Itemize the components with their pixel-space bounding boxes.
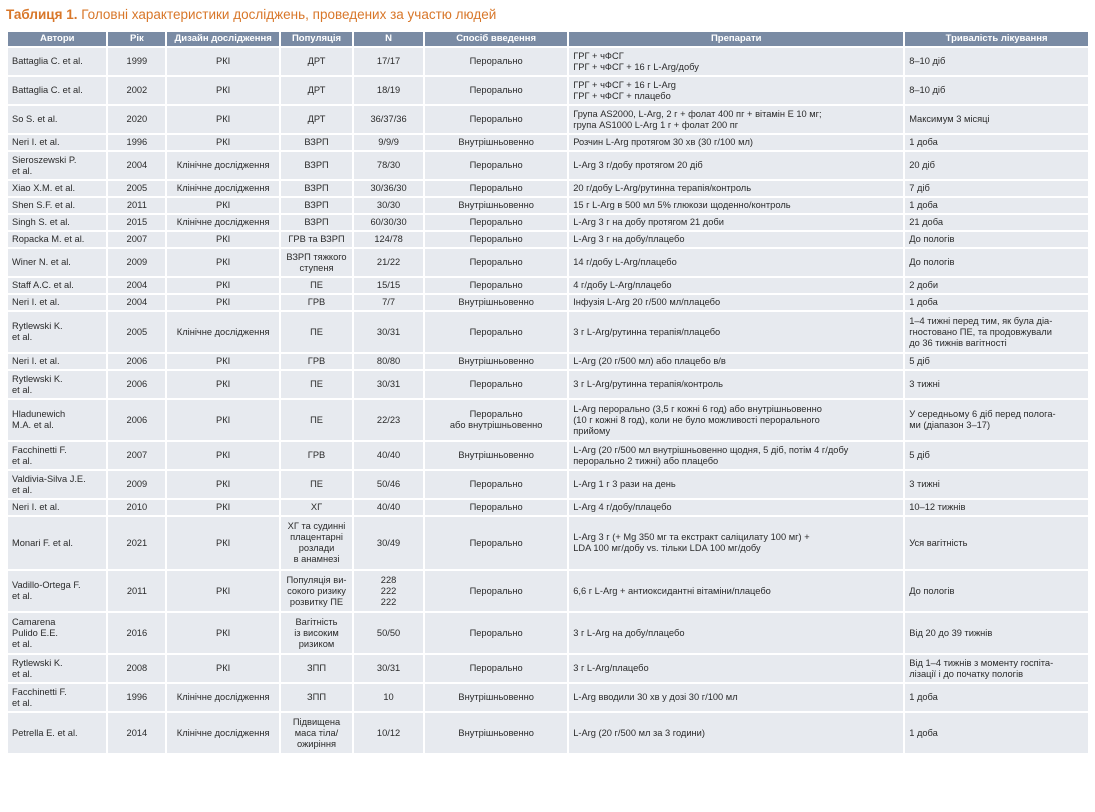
cell-drugs: 14 г/добу L-Arg/плацебо: [569, 249, 903, 276]
cell-route: Перорально: [425, 312, 567, 352]
cell-route: Перорально: [425, 181, 567, 196]
cell-population: ГРВ: [281, 354, 352, 369]
cell-population: ДРТ: [281, 106, 352, 133]
cell-year: 2004: [108, 152, 165, 179]
cell-year: 2020: [108, 106, 165, 133]
cell-drugs: Розчин L-Arg протягом 30 хв (30 г/100 мл): [569, 135, 903, 150]
table-row: [8, 152, 1088, 179]
table-row: [8, 713, 1088, 753]
cell-design: РКІ: [167, 442, 279, 469]
cell-population: ХГ: [281, 500, 352, 515]
cell-drugs: ГРГ + чФСГ + 16 г L-Arg ГРГ + чФСГ + плацебо: [569, 77, 903, 104]
cell-population: Популяція ви- сокого ризику розвитку ПЕ: [281, 571, 352, 611]
cell-drugs: 20 г/добу L-Arg/рутинна терапія/контроль: [569, 181, 903, 196]
cell-year: 2006: [108, 354, 165, 369]
cell-n: 18/19: [354, 77, 423, 104]
cell-route: Перорально: [425, 48, 567, 75]
cell-author: Facchinetti F. et al.: [8, 684, 106, 711]
table-number: Таблиця 1.: [6, 7, 78, 22]
cell-year: 2015: [108, 215, 165, 230]
cell-duration: 1 доба: [905, 684, 1088, 711]
cell-design: РКІ: [167, 471, 279, 498]
cell-design: РКІ: [167, 278, 279, 293]
cell-n: 10: [354, 684, 423, 711]
cell-n: 10/12: [354, 713, 423, 753]
cell-population: ЗПП: [281, 684, 352, 711]
cell-design: РКІ: [167, 249, 279, 276]
cell-n: 7/7: [354, 295, 423, 310]
cell-n: 22/23: [354, 400, 423, 440]
cell-drugs: 3 г L-Arg/рутинна терапія/контроль: [569, 371, 903, 398]
cell-drugs: 3 г L-Arg на добу/плацебо: [569, 613, 903, 653]
cell-route: Перорально: [425, 106, 567, 133]
cell-year: 2016: [108, 613, 165, 653]
cell-route: Внутрішньовенно: [425, 684, 567, 711]
cell-author: Neri I. et al.: [8, 295, 106, 310]
cell-design: Клінічне дослідження: [167, 684, 279, 711]
col-header-population: Популяція: [281, 32, 352, 46]
cell-route: Перорально: [425, 232, 567, 247]
cell-design: РКІ: [167, 354, 279, 369]
cell-route: Внутрішньовенно: [425, 442, 567, 469]
cell-design: РКІ: [167, 295, 279, 310]
cell-population: ПЕ: [281, 312, 352, 352]
cell-n: 9/9/9: [354, 135, 423, 150]
cell-duration: 5 діб: [905, 442, 1088, 469]
cell-duration: 1 доба: [905, 198, 1088, 213]
cell-drugs: L-Arg 3 г/добу протягом 20 діб: [569, 152, 903, 179]
cell-route: Внутрішньовенно: [425, 713, 567, 753]
cell-population: ВЗРП: [281, 181, 352, 196]
cell-population: ПЕ: [281, 471, 352, 498]
cell-duration: 21 доба: [905, 215, 1088, 230]
cell-design: Клінічне дослідження: [167, 181, 279, 196]
cell-drugs: 6,6 г L-Arg + антиоксидантні вітаміни/плацебо: [569, 571, 903, 611]
table-row: [8, 571, 1088, 611]
cell-population: ГРВ та ВЗРП: [281, 232, 352, 247]
cell-duration: 10–12 тижнів: [905, 500, 1088, 515]
cell-design: РКІ: [167, 517, 279, 569]
cell-year: 2005: [108, 312, 165, 352]
cell-drugs: L-Arg 1 г 3 рази на день: [569, 471, 903, 498]
cell-year: 2006: [108, 400, 165, 440]
table-row: [8, 613, 1088, 653]
cell-duration: 1 доба: [905, 135, 1088, 150]
cell-population: ВЗРП: [281, 215, 352, 230]
cell-population: ДРТ: [281, 48, 352, 75]
cell-author: Xiao X.M. et al.: [8, 181, 106, 196]
cell-drugs: L-Arg 3 г на добу протягом 21 доби: [569, 215, 903, 230]
cell-duration: До пологів: [905, 571, 1088, 611]
cell-drugs: Група AS2000, L-Arg, 2 г + фолат 400 пг + вітамін E 10 мг; група AS1000 L-Arg 1 г + фолат 200 пг: [569, 106, 903, 133]
cell-author: Vadillo-Ortega F. et al.: [8, 571, 106, 611]
cell-drugs: L-Arg вводили 30 хв у дозі 30 г/100 мл: [569, 684, 903, 711]
cell-n: 17/17: [354, 48, 423, 75]
cell-duration: 1 доба: [905, 295, 1088, 310]
table-caption: [6, 6, 496, 24]
cell-year: 1996: [108, 135, 165, 150]
cell-design: РКІ: [167, 232, 279, 247]
cell-route: Перорально: [425, 152, 567, 179]
cell-author: Neri I. et al.: [8, 354, 106, 369]
cell-author: Battaglia C. et al.: [8, 77, 106, 104]
cell-duration: 1 доба: [905, 713, 1088, 753]
cell-author: Battaglia C. et al.: [8, 48, 106, 75]
cell-duration: 5 діб: [905, 354, 1088, 369]
col-header-route: Спосіб введення: [425, 32, 567, 46]
cell-n: 30/31: [354, 655, 423, 682]
header-row: [8, 32, 1088, 46]
cell-year: 2010: [108, 500, 165, 515]
cell-year: 2007: [108, 442, 165, 469]
table-row: [8, 198, 1088, 213]
cell-n: 30/31: [354, 371, 423, 398]
table-row: [8, 517, 1088, 569]
cell-n: 50/50: [354, 613, 423, 653]
cell-author: Valdivia-Silva J.E. et al.: [8, 471, 106, 498]
cell-author: Ropacka M. et al.: [8, 232, 106, 247]
cell-drugs: Інфузія L-Arg 20 г/500 мл/плацебо: [569, 295, 903, 310]
cell-population: Вагітність із високим ризиком: [281, 613, 352, 653]
cell-drugs: 3 г L-Arg/рутинна терапія/плацебо: [569, 312, 903, 352]
cell-year: 1996: [108, 684, 165, 711]
table-row: [8, 249, 1088, 276]
cell-drugs: 4 г/добу L-Arg/плацебо: [569, 278, 903, 293]
cell-author: Neri I. et al.: [8, 135, 106, 150]
cell-year: 1999: [108, 48, 165, 75]
cell-duration: 7 діб: [905, 181, 1088, 196]
cell-route: Перорально: [425, 215, 567, 230]
cell-design: РКІ: [167, 613, 279, 653]
table-row: [8, 684, 1088, 711]
cell-n: 36/37/36: [354, 106, 423, 133]
col-header-n: N: [354, 32, 423, 46]
cell-drugs: 15 г L-Arg в 500 мл 5% глюкози щоденно/контроль: [569, 198, 903, 213]
cell-n: 40/40: [354, 442, 423, 469]
cell-design: Клінічне дослідження: [167, 713, 279, 753]
cell-n: 80/80: [354, 354, 423, 369]
cell-design: РКІ: [167, 106, 279, 133]
cell-route: Внутрішньовенно: [425, 354, 567, 369]
cell-author: Camarena Pulido E.E. et al.: [8, 613, 106, 653]
table-body: [8, 48, 1088, 753]
cell-population: ДРТ: [281, 77, 352, 104]
cell-design: РКІ: [167, 48, 279, 75]
cell-duration: 2 доби: [905, 278, 1088, 293]
cell-population: ГРВ: [281, 295, 352, 310]
cell-design: Клінічне дослідження: [167, 312, 279, 352]
table-row: [8, 232, 1088, 247]
cell-year: 2002: [108, 77, 165, 104]
cell-route: Перорально: [425, 613, 567, 653]
cell-route: Перорально: [425, 655, 567, 682]
cell-route: Внутрішньовенно: [425, 198, 567, 213]
cell-route: Перорально: [425, 500, 567, 515]
cell-design: РКІ: [167, 371, 279, 398]
cell-year: 2007: [108, 232, 165, 247]
cell-population: ХГ та судинні плацентарні розлади в анамнезі: [281, 517, 352, 569]
cell-n: 50/46: [354, 471, 423, 498]
cell-design: РКІ: [167, 500, 279, 515]
table-row: [8, 371, 1088, 398]
cell-population: ВЗРП: [281, 135, 352, 150]
cell-design: РКІ: [167, 655, 279, 682]
cell-design: РКІ: [167, 135, 279, 150]
cell-route: Перорально: [425, 571, 567, 611]
cell-n: 21/22: [354, 249, 423, 276]
cell-route: Перорально або внутрішньовенно: [425, 400, 567, 440]
cell-duration: До пологів: [905, 249, 1088, 276]
cell-population: ВЗРП тяжкого ступеня: [281, 249, 352, 276]
col-header-year: Рік: [108, 32, 165, 46]
cell-duration: Від 20 до 39 тижнів: [905, 613, 1088, 653]
cell-design: РКІ: [167, 77, 279, 104]
table-row: [8, 215, 1088, 230]
cell-duration: 8–10 діб: [905, 48, 1088, 75]
cell-year: 2005: [108, 181, 165, 196]
cell-duration: Від 1–4 тижнів з моменту госпіта- лізації і до початку пологів: [905, 655, 1088, 682]
cell-n: 40/40: [354, 500, 423, 515]
studies-table: [6, 30, 1090, 755]
table-row: [8, 471, 1088, 498]
col-header-design: Дизайн дослідження: [167, 32, 279, 46]
cell-duration: До пологів: [905, 232, 1088, 247]
cell-author: Neri I. et al.: [8, 500, 106, 515]
table-row: [8, 500, 1088, 515]
table-row: [8, 400, 1088, 440]
cell-drugs: L-Arg 3 г на добу/плацебо: [569, 232, 903, 247]
cell-population: ГРВ: [281, 442, 352, 469]
cell-n: 228 222 222: [354, 571, 423, 611]
cell-duration: 3 тижні: [905, 471, 1088, 498]
cell-route: Перорально: [425, 278, 567, 293]
table-title: Головні характеристики досліджень, проведених за участю людей: [81, 7, 497, 22]
cell-n: 30/36/30: [354, 181, 423, 196]
cell-author: Facchinetti F. et al.: [8, 442, 106, 469]
cell-duration: У середньому 6 діб перед полога- ми (діапазон 3–17): [905, 400, 1088, 440]
cell-population: ВЗРП: [281, 198, 352, 213]
cell-drugs: ГРГ + чФСГ ГРГ + чФСГ + 16 г L-Arg/добу: [569, 48, 903, 75]
cell-n: 60/30/30: [354, 215, 423, 230]
table-row: [8, 354, 1088, 369]
cell-author: Rytlewski K. et al.: [8, 312, 106, 352]
cell-year: 2011: [108, 571, 165, 611]
cell-design: Клінічне дослідження: [167, 152, 279, 179]
cell-year: 2009: [108, 249, 165, 276]
table-row: [8, 48, 1088, 75]
cell-route: Внутрішньовенно: [425, 295, 567, 310]
cell-duration: Уся вагітність: [905, 517, 1088, 569]
table-row: [8, 312, 1088, 352]
cell-year: 2004: [108, 295, 165, 310]
cell-drugs: L-Arg (20 г/500 мл внутрішньовенно щодня, 5 діб, потім 4 г/добу перорально 2 тижні) або плацебо: [569, 442, 903, 469]
table-row: [8, 442, 1088, 469]
cell-route: Внутрішньовенно: [425, 135, 567, 150]
cell-population: Підвищена маса тіла/ ожиріння: [281, 713, 352, 753]
cell-duration: 20 діб: [905, 152, 1088, 179]
cell-author: Petrella E. et al.: [8, 713, 106, 753]
cell-year: 2014: [108, 713, 165, 753]
table-row: [8, 295, 1088, 310]
table-row: [8, 278, 1088, 293]
col-header-duration: Тривалість лікування: [905, 32, 1088, 46]
cell-duration: 1–4 тижні перед тим, як була діа- гностовано ПЕ, та продовжували до 36 тижнів вагітності: [905, 312, 1088, 352]
cell-author: Staff A.C. et al.: [8, 278, 106, 293]
cell-drugs: L-Arg (20 г/500 мл) або плацебо в/в: [569, 354, 903, 369]
cell-author: Hladunewich M.A. et al.: [8, 400, 106, 440]
cell-n: 30/49: [354, 517, 423, 569]
cell-n: 15/15: [354, 278, 423, 293]
cell-design: РКІ: [167, 571, 279, 611]
cell-drugs: L-Arg перорально (3,5 г кожні 6 год) або внутрішньовенно (10 г кожні 8 год), коли не було можливості перорального прийому: [569, 400, 903, 440]
cell-design: Клінічне дослідження: [167, 215, 279, 230]
cell-route: Перорально: [425, 77, 567, 104]
cell-n: 30/31: [354, 312, 423, 352]
table-row: [8, 181, 1088, 196]
cell-author: Shen S.F. et al.: [8, 198, 106, 213]
col-header-drugs: Препарати: [569, 32, 903, 46]
cell-author: So S. et al.: [8, 106, 106, 133]
table-row: [8, 77, 1088, 104]
cell-author: Monari F. et al.: [8, 517, 106, 569]
cell-population: ПЕ: [281, 371, 352, 398]
cell-year: 2004: [108, 278, 165, 293]
table-row: [8, 106, 1088, 133]
cell-population: ПЕ: [281, 400, 352, 440]
cell-route: Перорально: [425, 517, 567, 569]
cell-year: 2006: [108, 371, 165, 398]
cell-design: РКІ: [167, 198, 279, 213]
col-header-authors: Автори: [8, 32, 106, 46]
cell-route: Перорально: [425, 249, 567, 276]
cell-duration: 8–10 діб: [905, 77, 1088, 104]
cell-author: Winer N. et al.: [8, 249, 106, 276]
cell-route: Перорально: [425, 371, 567, 398]
cell-author: Sieroszewski P. et al.: [8, 152, 106, 179]
cell-design: РКІ: [167, 400, 279, 440]
table-row: [8, 655, 1088, 682]
cell-drugs: 3 г L-Arg/плацебо: [569, 655, 903, 682]
cell-n: 30/30: [354, 198, 423, 213]
table-row: [8, 135, 1088, 150]
cell-population: ЗПП: [281, 655, 352, 682]
cell-year: 2008: [108, 655, 165, 682]
cell-year: 2011: [108, 198, 165, 213]
cell-n: 78/30: [354, 152, 423, 179]
cell-author: Rytlewski K. et al.: [8, 371, 106, 398]
cell-drugs: L-Arg 3 г (+ Mg 350 мг та екстракт саліцилату 100 мг) + LDA 100 мг/добу vs. тільки LDA 100 мг/добу: [569, 517, 903, 569]
cell-year: 2021: [108, 517, 165, 569]
cell-route: Перорально: [425, 471, 567, 498]
cell-duration: Максимум 3 місяці: [905, 106, 1088, 133]
cell-duration: 3 тижні: [905, 371, 1088, 398]
cell-author: Rytlewski K. et al.: [8, 655, 106, 682]
cell-population: ВЗРП: [281, 152, 352, 179]
cell-population: ПЕ: [281, 278, 352, 293]
cell-n: 124/78: [354, 232, 423, 247]
cell-author: Singh S. et al.: [8, 215, 106, 230]
cell-year: 2009: [108, 471, 165, 498]
cell-drugs: L-Arg (20 г/500 мл за 3 години): [569, 713, 903, 753]
cell-drugs: L-Arg 4 г/добу/плацебо: [569, 500, 903, 515]
